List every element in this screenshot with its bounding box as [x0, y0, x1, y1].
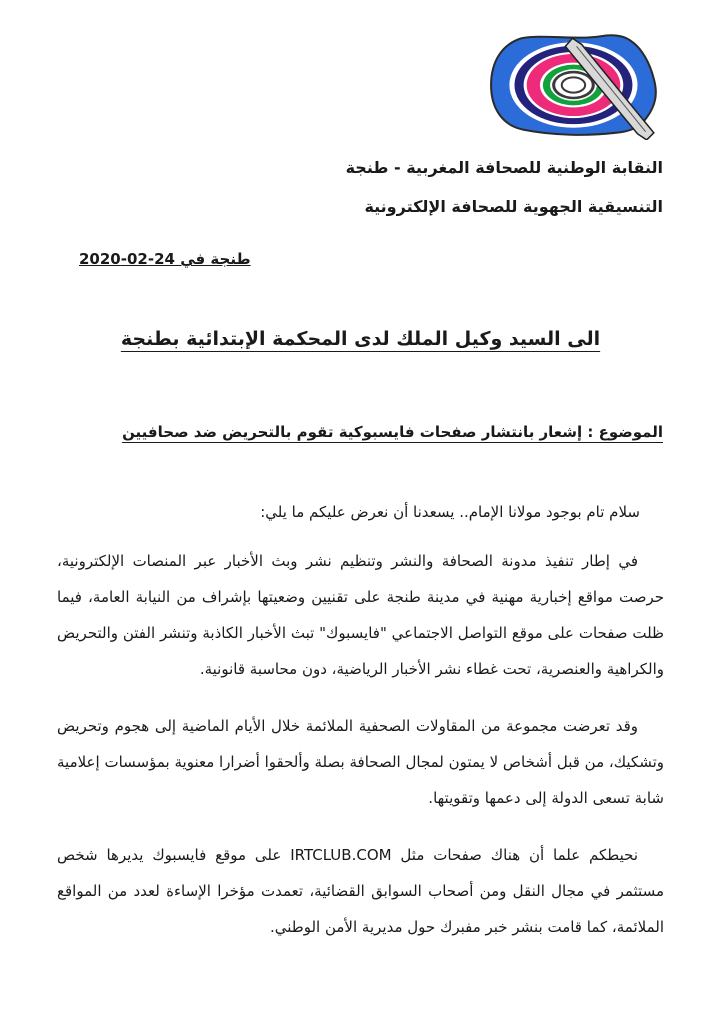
letter-body: [57, 497, 664, 966]
org-name-line1: النقابة الوطنية للصحافة المغربية - طنجة: [345, 158, 663, 177]
greeting-line: سلام تام بوجود مولانا الإمام.. يسعدنا أن نعرض عليكم ما يلي:: [260, 503, 640, 521]
target-pen-icon: [487, 28, 665, 140]
date-line: طنجة في 24-02-2020: [79, 250, 251, 268]
subject-line: الموضوع : إشعار بانتشار صفحات فايسبوكية تقوم بالتحريض ضد صحافيين: [122, 423, 663, 441]
paragraph-2: وقد تعرضت مجموعة من المقاولات الصحفية الملائمة خلال الأيام الماضية إلى هجوم وتحريض وتشكيك، من قبل أشخاص لا يمتون لمجال الصحافة بصلة وألحقوا أضرارا معنوية بمؤسسات إعلامية شابة تسعى الدولة إلى دعمها وتقويتها.: [57, 717, 664, 807]
org-name-line2: التنسيقية الجهوية للصحافة الإلكترونية: [364, 197, 663, 216]
document-title: الى السيد وكيل الملك لدى المحكمة الإبتدائية بطنجة: [120, 328, 601, 350]
paragraph-1: في إطار تنفيذ مدونة الصحافة والنشر وتنظيم نشر وبث الأخبار عبر المنصات الإلكترونية، حرصت مواقع إخبارية مهنية في مدينة طنجة على تقنيين وضعيتها بإشراف من النيابة العامة، فيما ظلت صفحات على موقع التواصل الاجتماعي "فايسبوك" تبث الأخبار الكاذبة وتنشر الفتن والتحريض والكراهية والعنصرية، تحت غطاء نشر الأخبار الرياضية، دون محاسبة قانونية.: [57, 552, 664, 678]
press-syndicate-logo: [487, 28, 665, 140]
paragraph-3: نحيطكم علما أن هناك صفحات مثل IRTCLUB.COM على موقع فايسبوك يديرها شخص مستثمر في مجال النقل ومن أصحاب السوابق القضائية، تعمدت مؤخرا الإساءة لعدد من المواقع الملائمة، كما قامت بنشر خبر مفبرك حول مديرية الأمن الوطني.: [57, 846, 664, 936]
organization-header: [346, 148, 663, 226]
